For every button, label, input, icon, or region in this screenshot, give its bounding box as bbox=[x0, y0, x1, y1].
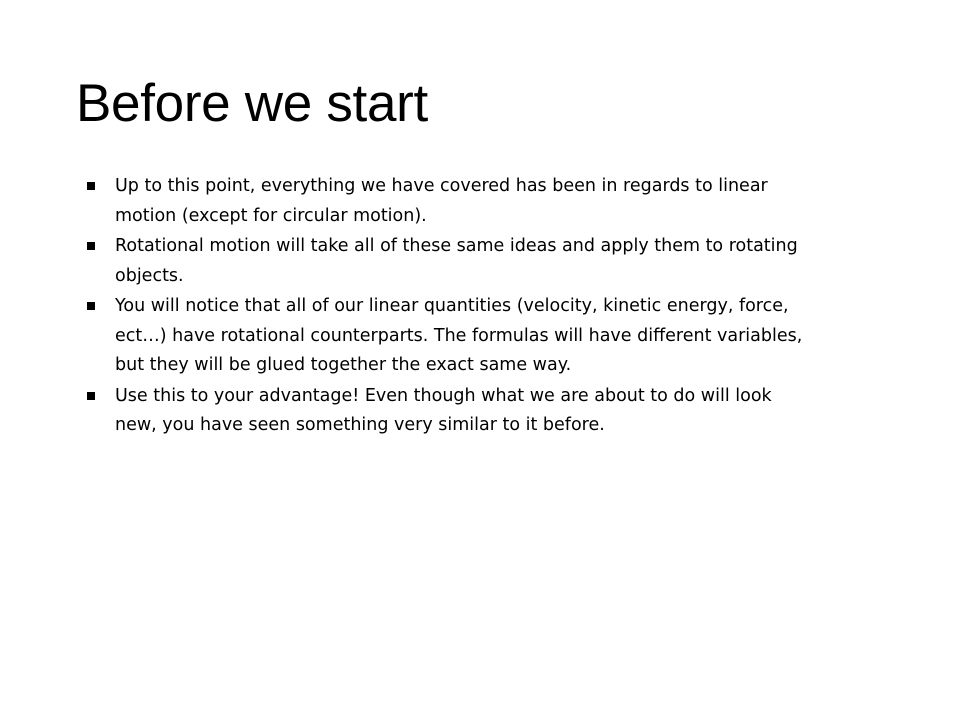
square-bullet-icon bbox=[87, 182, 95, 190]
slide-title: Before we start bbox=[76, 74, 428, 133]
bullet-text: Up to this point, everything we have covered has been in regards to linear motion (except for circular motion). bbox=[115, 176, 768, 226]
bullet-item bbox=[86, 382, 806, 441]
square-bullet-icon bbox=[87, 392, 95, 400]
bullet-item bbox=[86, 292, 806, 381]
bullet-text: Use this to your advantage! Even though what we are about to do will look new, you have seen something very similar to it before. bbox=[115, 385, 772, 435]
bullet-item bbox=[86, 172, 806, 231]
square-bullet-icon bbox=[87, 242, 95, 250]
bullet-text: Rotational motion will take all of these same ideas and apply them to rotating objects. bbox=[115, 236, 798, 286]
bullet-text: You will notice that all of our linear quantities (velocity, kinetic energy, force, ect…) have rotational counterparts. The formulas will have different variables, but they will be glued together the exact same way. bbox=[115, 296, 803, 375]
bullet-item bbox=[86, 232, 806, 291]
square-bullet-icon bbox=[87, 302, 95, 310]
bullet-list bbox=[86, 172, 806, 442]
